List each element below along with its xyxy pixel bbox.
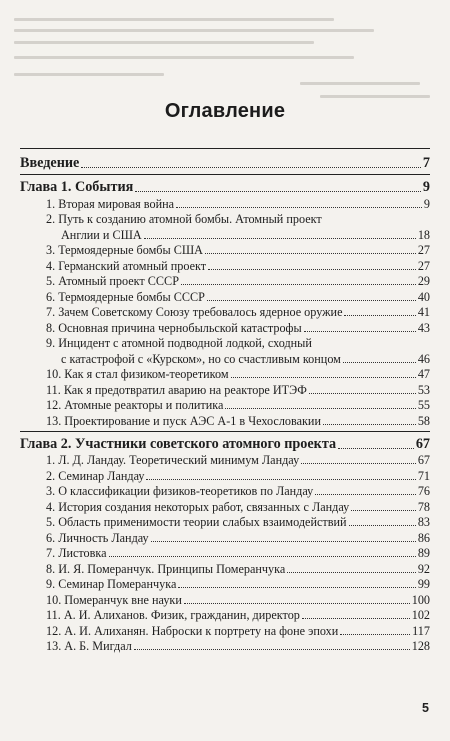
- toc-item-number: 7.: [46, 305, 56, 319]
- toc-item-line: [20, 212, 430, 228]
- toc-item-line: [20, 336, 430, 352]
- dot-leader: [176, 207, 422, 208]
- toc-item-text: [20, 259, 206, 274]
- toc-item-title: История создания некоторых работ, связанных с Ландау: [58, 499, 350, 514]
- table-of-contents: [20, 151, 430, 654]
- toc-item-title: А. И. Алиханов. Физик, гражданин, директор: [63, 608, 300, 622]
- toc-item-text: [20, 197, 174, 212]
- toc-item-number: 1.: [46, 453, 56, 467]
- toc-item: [20, 453, 430, 469]
- dot-leader: [135, 191, 421, 192]
- toc-item-title: Листовка: [58, 546, 107, 560]
- toc-item-number: 5.: [46, 515, 56, 529]
- dot-leader: [315, 494, 416, 495]
- toc-item-number: 6.: [46, 289, 56, 304]
- toc-item-number: 4.: [46, 258, 56, 273]
- dot-leader: [231, 377, 416, 378]
- page-number: 5: [422, 701, 429, 715]
- toc-introduction-page: 7: [422, 155, 430, 171]
- toc-item-text: [20, 383, 307, 398]
- dot-leader: [225, 408, 415, 409]
- toc-item-page: 67: [417, 453, 430, 467]
- toc-item: [20, 382, 430, 398]
- toc-item-page: 117: [412, 623, 430, 638]
- toc-item-page: 27: [417, 243, 430, 257]
- toc-item-number: 3.: [46, 484, 56, 498]
- toc-item: [20, 320, 430, 336]
- dot-leader: [144, 238, 416, 239]
- toc-item: [20, 608, 430, 624]
- toc-item-page: 43: [417, 320, 430, 335]
- toc-item-number: 11.: [46, 382, 61, 397]
- toc-item-number: 4.: [46, 499, 56, 514]
- toc-item-text: [20, 305, 342, 320]
- toc-item-title: Вторая мировая война: [58, 196, 175, 211]
- toc-item-title: А. Б. Мигдал: [64, 639, 132, 653]
- dot-leader: [146, 479, 415, 480]
- dot-leader: [309, 393, 416, 394]
- toc-item-page: 55: [417, 398, 430, 412]
- top-rule: [20, 148, 430, 149]
- toc-item-text: [20, 290, 205, 305]
- toc-item-page: 58: [417, 413, 430, 428]
- toc-item-page: 53: [417, 382, 430, 397]
- toc-chapter2-label: Глава 2. Участники советского атомного проекта: [20, 435, 337, 452]
- toc-item-number: 11.: [46, 608, 61, 622]
- toc-item-text: [20, 546, 107, 561]
- toc-item-text: [20, 531, 149, 546]
- dot-leader: [207, 300, 416, 301]
- toc-item-title: Как я стал физиком-теоретиком: [64, 367, 229, 381]
- toc-item-page: 47: [417, 367, 430, 381]
- dot-leader: [338, 448, 414, 449]
- toc-item-text: [20, 274, 179, 289]
- toc-item-title: Атомные реакторы и политика: [64, 398, 224, 412]
- toc-item-text: [20, 243, 203, 258]
- toc-item-page: 27: [417, 258, 430, 273]
- toc-item-title: Померанчук вне науки: [64, 592, 182, 607]
- toc-item-page: 9: [423, 196, 430, 211]
- toc-item-text: [20, 398, 223, 413]
- toc-item-page: 92: [417, 561, 430, 576]
- dot-leader: [349, 525, 416, 526]
- toc-item-title: О классификации физиков-теоретиков по Ландау: [58, 484, 314, 498]
- toc-chapter1: [20, 175, 430, 196]
- dot-leader: [184, 603, 410, 604]
- toc-item-text: [20, 484, 313, 499]
- dot-leader: [178, 587, 415, 588]
- dot-leader: [351, 510, 416, 511]
- page-title: Оглавление: [164, 100, 286, 122]
- toc-item-text: [20, 608, 300, 623]
- toc-item-number: 13.: [46, 413, 62, 428]
- toc-item: [20, 546, 430, 562]
- toc-item-text: [20, 469, 144, 484]
- toc-item-title: Область применимости теории слабых взаимодействий: [58, 515, 347, 529]
- dot-leader: [134, 649, 410, 650]
- toc-chapter2-page: 67: [415, 435, 430, 452]
- toc-item: [20, 367, 430, 383]
- toc-item-number: 2.: [46, 211, 56, 226]
- toc-item-page: 99: [417, 577, 430, 591]
- dot-leader: [302, 618, 410, 619]
- toc-item-title: Семинар Ландау: [58, 468, 145, 483]
- toc-item-number: 6.: [46, 530, 56, 545]
- toc-item-page: 41: [417, 305, 430, 319]
- toc-item-page: 29: [417, 274, 430, 288]
- toc-item-text: [20, 577, 176, 592]
- toc-item-page: 86: [417, 530, 430, 545]
- toc-item-page: 89: [417, 546, 430, 560]
- toc-item-number: 9.: [46, 335, 56, 350]
- dot-leader: [301, 463, 416, 464]
- toc-item: [20, 227, 430, 243]
- toc-item-text: [20, 639, 132, 654]
- chapter1-items: [20, 196, 430, 429]
- toc-item-text: [20, 453, 299, 468]
- toc-item-number: 2.: [46, 468, 56, 483]
- toc-item-number: 3.: [46, 243, 56, 257]
- toc-item: [20, 639, 430, 655]
- toc-item: [20, 398, 430, 414]
- toc-item: [20, 289, 430, 305]
- dot-leader: [151, 541, 416, 542]
- toc-item-title: Основная причина чернобыльской катастрофы: [58, 320, 302, 335]
- toc-item-page: 71: [417, 468, 430, 483]
- toc-chapter2: [20, 432, 430, 453]
- toc-item-title: Л. Д. Ландау. Теоретический минимум Ландау: [58, 453, 300, 467]
- toc-item-number: 7.: [46, 546, 56, 560]
- toc-item-title: Инцидент с атомной подводной лодкой, сходный: [58, 335, 312, 350]
- toc-item: [20, 468, 430, 484]
- toc-chapter1-page: 9: [422, 179, 430, 195]
- toc-item: [20, 196, 430, 212]
- toc-item-text: [20, 321, 302, 336]
- toc-item-number: 8.: [46, 561, 56, 576]
- toc-item-title: Зачем Советскому Союзу требовалось ядерное оружие: [58, 305, 343, 319]
- dot-leader: [323, 424, 416, 425]
- toc-chapter1-label: Глава 1. События: [20, 179, 134, 195]
- toc-item-number: 5.: [46, 274, 56, 288]
- toc-item-title-continued: с катастрофой с «Курском», но со счастливым концом: [61, 351, 341, 366]
- toc-item-title: Путь к созданию атомной бомбы. Атомный проект: [58, 211, 322, 226]
- toc-item-title: Как я предотвратил аварию на реакторе ИТЭФ: [63, 382, 307, 397]
- chapter2-items: [20, 453, 430, 655]
- toc-item-number: 12.: [46, 623, 62, 638]
- toc-item-title: Семинар Померанчука: [58, 577, 177, 591]
- toc-item: [20, 499, 430, 515]
- toc-item: [20, 258, 430, 274]
- toc-item-page: 78: [417, 499, 430, 514]
- toc-item: [20, 530, 430, 546]
- toc-item-page: 46: [417, 351, 430, 366]
- toc-item-number: 12.: [46, 398, 62, 412]
- toc-item-page: 128: [411, 639, 430, 653]
- toc-item: [20, 413, 430, 429]
- toc-item: [20, 243, 430, 259]
- toc-item-text: [20, 414, 321, 429]
- dot-leader: [344, 315, 415, 316]
- toc-item-number: 9.: [46, 577, 56, 591]
- dot-leader: [287, 572, 416, 573]
- toc-item-page: 18: [417, 227, 430, 242]
- toc-item-text: [20, 624, 338, 639]
- toc-item-title: Атомный проект СССР: [58, 274, 179, 288]
- toc-item-number: 8.: [46, 320, 56, 335]
- dot-leader: [208, 269, 416, 270]
- dot-leader: [340, 634, 410, 635]
- toc-item: [20, 515, 430, 531]
- toc-item-title: А. И. Алиханян. Наброски к портрету на фоне эпохи: [64, 623, 339, 638]
- toc-item-title: Проектирование и пуск АЭС А-1 в Чехословакии: [64, 413, 321, 428]
- toc-item-text: [20, 515, 347, 530]
- toc-item-title: И. Я. Померанчук. Принципы Померанчука: [58, 561, 286, 576]
- dot-leader: [181, 284, 416, 285]
- toc-item-title: Термоядерные бомбы США: [58, 243, 203, 257]
- toc-item: [20, 592, 430, 608]
- toc-item: [20, 351, 430, 367]
- toc-item-title: Термоядерные бомбы СССР: [58, 289, 205, 304]
- toc-introduction-label: Введение: [20, 155, 80, 171]
- toc-item: [20, 577, 430, 593]
- dot-leader: [343, 362, 416, 363]
- dot-leader: [109, 556, 416, 557]
- toc-item-page: 40: [417, 289, 430, 304]
- toc-item-page: 100: [411, 592, 430, 607]
- toc-item-page: 76: [417, 484, 430, 498]
- toc-item-text: [20, 562, 285, 577]
- toc-item: [20, 623, 430, 639]
- toc-item-number: 10.: [46, 592, 62, 607]
- toc-item-text: [20, 367, 229, 382]
- toc-item-page: 102: [411, 608, 430, 622]
- toc-item-text: [20, 593, 182, 608]
- toc-item: [20, 274, 430, 290]
- toc-item-number: 10.: [46, 367, 62, 381]
- toc-item: [20, 561, 430, 577]
- toc-item: [20, 305, 430, 321]
- dot-leader: [205, 253, 416, 254]
- dot-leader: [304, 331, 416, 332]
- bleed-through-text: [0, 0, 450, 112]
- toc-item-page: 83: [417, 515, 430, 529]
- toc-item-title: Личность Ландау: [58, 530, 149, 545]
- toc-introduction: [20, 151, 430, 172]
- dot-leader: [81, 167, 421, 168]
- toc-item-number: 13.: [46, 639, 62, 653]
- toc-item: [20, 484, 430, 500]
- toc-item-number: 1.: [46, 196, 56, 211]
- toc-item-title-continued: Англии и США: [61, 227, 142, 242]
- toc-item-text: [20, 500, 349, 515]
- toc-item-title: Германский атомный проект: [58, 258, 207, 273]
